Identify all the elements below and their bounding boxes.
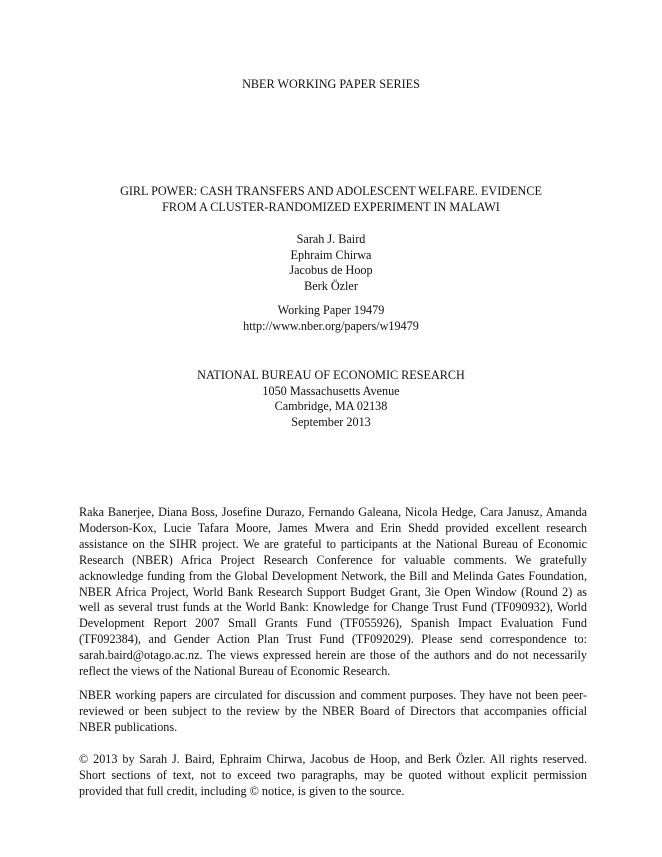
circulation-note-paragraph: NBER working papers are circulated for discussion and comment purposes. They have not been peer-reviewed or been subject to the review by the NBER Board of Directors that accompanies official NBER publications. [79, 688, 587, 734]
copyright-paragraph: © 2013 by Sarah J. Baird, Ephraim Chirwa, Jacobus de Hoop, and Berk Özler. All rights reserved. Short sections of text, not to exceed two paragraphs, may be quoted without explicit permission provided that full credit, including © notice, is given to the source. [79, 752, 587, 798]
title-line: FROM A CLUSTER-RANDOMIZED EXPERIMENT IN MALAWI [162, 199, 500, 214]
series-header [60, 77, 602, 93]
publisher-name: NATIONAL BUREAU OF ECONOMIC RESEARCH [197, 368, 465, 382]
author-name: Ephraim Chirwa [290, 247, 372, 262]
author-name: Sarah J. Baird [296, 232, 366, 246]
paper-title [60, 184, 602, 215]
publisher-block [60, 368, 602, 430]
acknowledgements-paragraph: Raka Banerjee, Diana Boss, Josefine Durazo, Fernando Galeana, Nicola Hedge, Cara Janusz, Amanda Moderson-Kox, Lucie Tafara Moore, James Mwera and Erin Shedd provided excellent research assistance on the SIHR project. We are grateful to participants at the National Bureau of Economic Research (NBER) Africa Project Research Conference for valuable comments. We gratefully acknowledge funding from the Global Development Network, the Bill and Melinda Gates Foundation, NBER Africa Project, World Bank Research Support Budget Grant, 3ie Open Window (Round 2) as well as several trust funds at the World Bank: Knowledge for Change Trust Fund (TF090932), World Development Report 2007 Small Grants Fund (TF055926), Spanish Impact Evaluation Fund (TF092384), and Gender Action Plan Trust Fund (TF092029). Please send correspondence to: sarah.baird@otago.ac.nz. The views expressed herein are those of the authors and do not necessarily reflect the views of the National Bureau of Economic Research. [79, 505, 587, 679]
publisher-address-city: Cambridge, MA 02138 [274, 399, 388, 413]
series-name: NBER WORKING PAPER SERIES [242, 77, 420, 91]
publisher-address-street: 1050 Massachusetts Avenue [262, 383, 400, 398]
working-paper-number: Working Paper 19479 [277, 303, 385, 317]
author-name: Jacobus de Hoop [289, 263, 373, 277]
author-name: Berk Özler [304, 278, 358, 293]
working-paper-info [60, 303, 602, 334]
working-paper-url[interactable]: http://www.nber.org/papers/w19479 [243, 318, 419, 333]
author-list [60, 232, 602, 294]
title-line: GIRL POWER: CASH TRANSFERS AND ADOLESCENT WELFARE. EVIDENCE [120, 184, 542, 198]
publication-date: September 2013 [291, 414, 371, 429]
